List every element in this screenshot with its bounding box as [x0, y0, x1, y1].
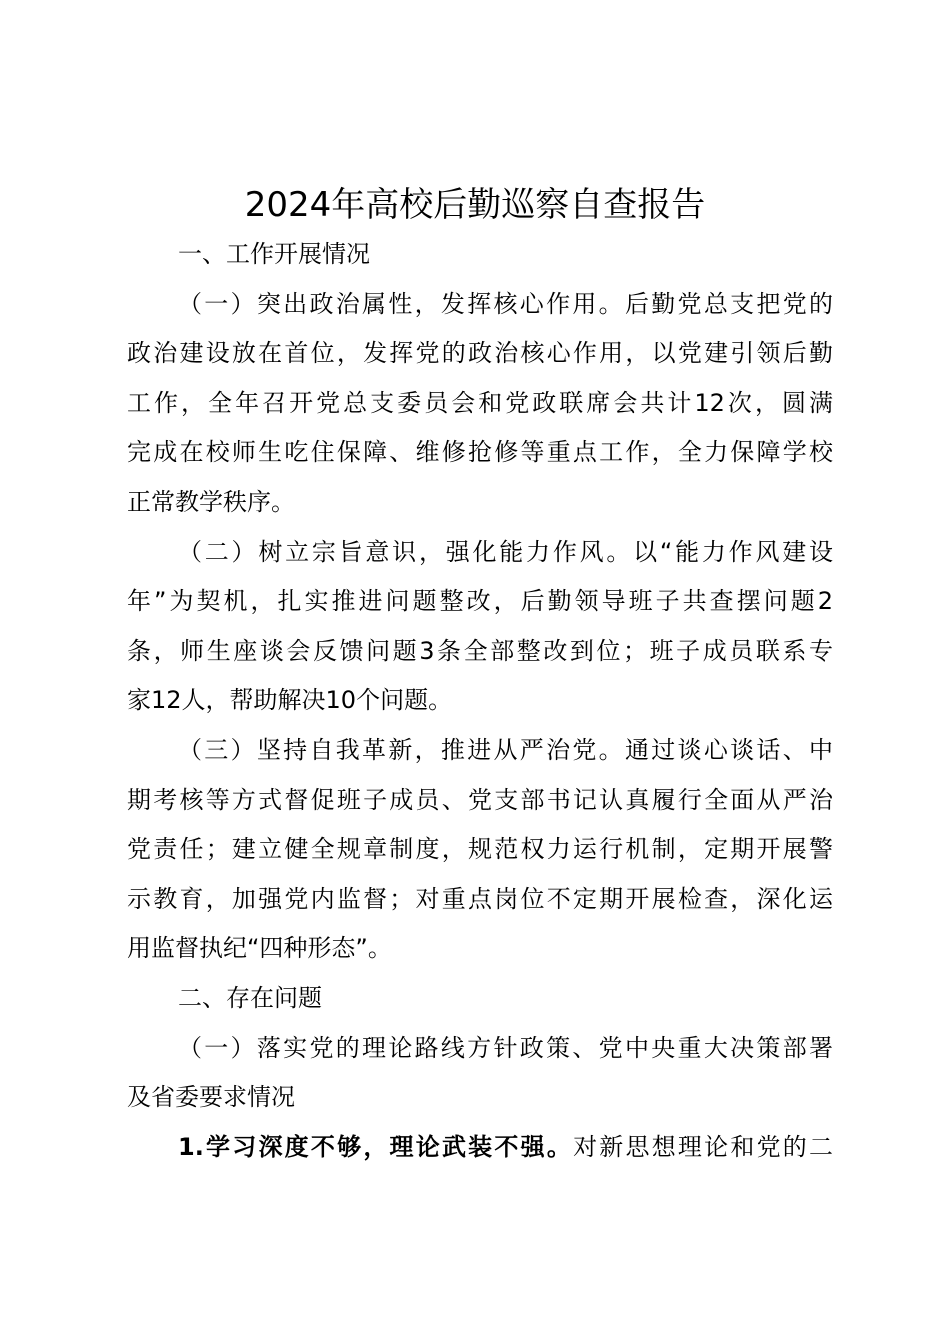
paragraph-line: 政治建设放在首位，发挥党的政治核心作用，以党建引领后勤 — [127, 339, 833, 368]
paragraph-line: （一）落实党的理论路线方针政策、党中央重大决策部署 — [178, 1033, 833, 1062]
paragraph-line: 正常教学秩序。 — [127, 487, 295, 516]
paragraph-line: 示教育，加强党内监督；对重点岗位不定期开展检查，深化运 — [127, 884, 833, 913]
paragraph — [127, 280, 833, 528]
point-text: 对新思想理论和党的二 — [573, 1132, 834, 1161]
paragraph-line: （二）树立宗旨意识，强化能力作风。以“能力作风建设 — [178, 537, 833, 566]
paragraph-line: 党责任；建立健全规章制度，规范权力运行机制，定期开展警 — [127, 835, 833, 864]
section-heading: 一、工作开展情况 — [178, 240, 370, 268]
document-body — [127, 230, 833, 1172]
paragraph — [127, 528, 833, 726]
paragraph-line: 年”为契机，扎实推进问题整改，后勤领导班子共查摆问题2 — [127, 587, 833, 616]
paragraph-line: 工作，全年召开党总支委员会和党政联席会共计12次，圆满 — [127, 388, 833, 417]
paragraph-line: （三）坚持自我革新，推进从严治党。通过谈心谈话、中 — [178, 735, 833, 764]
document-title: 2024年高校后勤巡察自查报告 — [244, 185, 706, 225]
paragraph-line: 条，师生座谈会反馈问题3条全部整改到位；班子成员联系专 — [127, 636, 833, 665]
section-heading: 二、存在问题 — [178, 983, 322, 1012]
paragraph-line: 用监督执纪“四种形态”。 — [127, 934, 392, 963]
paragraph-line: 期考核等方式督促班子成员、党支部书记认真履行全面从严治 — [127, 785, 833, 814]
numbered-point — [127, 1123, 833, 1173]
point-heading: 1.学习深度不够，理论武装不强。 — [178, 1132, 574, 1161]
paragraph-line: 及省委要求情况 — [127, 1083, 295, 1112]
paragraph — [127, 1024, 833, 1123]
paragraph-line: （一）突出政治属性，发挥核心作用。后勤党总支把党的 — [178, 289, 833, 318]
paragraph — [127, 726, 833, 974]
paragraph-line: 家12人，帮助解决10个问题。 — [127, 686, 453, 715]
paragraph-line: 完成在校师生吃住保障、维修抢修等重点工作，全力保障学校 — [127, 438, 833, 467]
